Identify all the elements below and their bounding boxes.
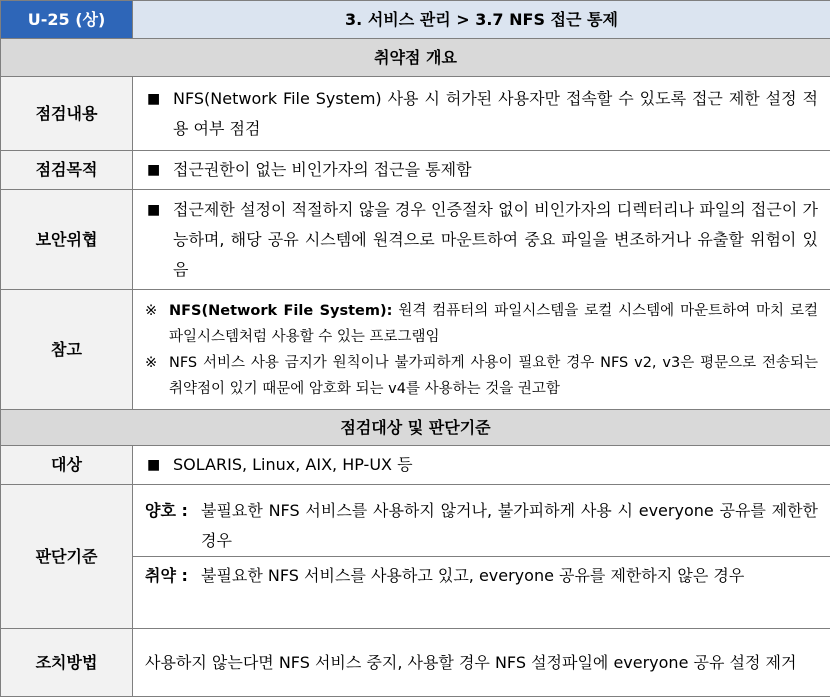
section-title-overview: 취약점 개요	[1, 39, 830, 77]
row-label-check-content: 점검내용	[1, 77, 133, 151]
action-text: 사용하지 않는다면 NFS 서비스 중지, 사용할 경우 NFS 설정파일에 everyone 공유 설정 제거	[133, 629, 830, 697]
row-label-judgement: 판단기준	[1, 485, 133, 629]
reference-text: NFS 서비스 사용 금지가 원칙이나 불가피하게 사용이 필요한 경우 NFS v2, v3은 평문으로 전송되는 취약점이 있기 때문에 암호화 되는 v4를 사용하는 것을 권고함	[169, 350, 818, 402]
reference-text: 원격 컴퓨터의 파일시스템을 로컬 시스템에 마운트하여 마치 로컬 파일시스템처럼 사용할 수 있는 프로그램임	[169, 303, 818, 345]
note-mark-icon: ※	[145, 298, 169, 350]
row-content-security-threat	[133, 190, 830, 290]
check-purpose-text: 접근권한이 없는 비인가자의 접근을 통제함	[173, 155, 818, 185]
row-label-check-purpose: 점검목적	[1, 151, 133, 190]
square-bullet-icon: ■	[147, 450, 173, 480]
good-text: 불필요한 NFS 서비스를 사용하지 않거나, 불가피하게 사용 시 everyone 공유를 제한한 경우	[201, 496, 818, 552]
page-title: 3. 서비스 관리 > 3.7 NFS 접근 통제	[133, 1, 830, 39]
check-content-text: NFS(Network File System) 사용 시 허가된 사용자만 접속할 수 있도록 접근 제한 설정 적용 여부 점검	[173, 84, 818, 144]
row-label-action: 조치방법	[1, 629, 133, 697]
criteria-good	[133, 492, 830, 556]
good-label: 양호 :	[145, 496, 201, 552]
security-threat-text: 접근제한 설정이 적절하지 않을 경우 인증절차 없이 비인가자의 디렉터리나 파일의 접근이 가능하며, 해당 공유 시스템에 원격으로 마운트하여 중요 파일을 변조하거나 유출할 위험이 있음	[173, 195, 818, 285]
square-bullet-icon: ■	[147, 155, 173, 185]
target-text: SOLARIS, Linux, AIX, HP-UX 등	[173, 450, 818, 480]
weak-label: 취약 :	[145, 561, 201, 617]
row-content-check-purpose	[133, 151, 830, 190]
item-id-badge: U-25 (상)	[1, 1, 133, 39]
row-content-check-content	[133, 77, 830, 151]
reference-item	[145, 298, 818, 350]
row-label-reference: 참고	[1, 290, 133, 410]
note-mark-icon: ※	[145, 350, 169, 402]
row-label-security-threat: 보안위협	[1, 190, 133, 290]
weak-text: 불필요한 NFS 서비스를 사용하고 있고, everyone 공유를 제한하지 않은 경우	[201, 561, 818, 617]
criteria-weak	[133, 557, 830, 621]
section-title-criteria: 점검대상 및 판단기준	[1, 410, 830, 446]
square-bullet-icon: ■	[147, 195, 173, 285]
square-bullet-icon: ■	[147, 84, 173, 144]
row-content-judgement	[133, 485, 830, 629]
reference-item	[145, 350, 818, 402]
row-content-target	[133, 446, 830, 485]
row-content-reference	[133, 290, 830, 410]
row-label-target: 대상	[1, 446, 133, 485]
reference-term: NFS(Network File System):	[169, 303, 392, 319]
